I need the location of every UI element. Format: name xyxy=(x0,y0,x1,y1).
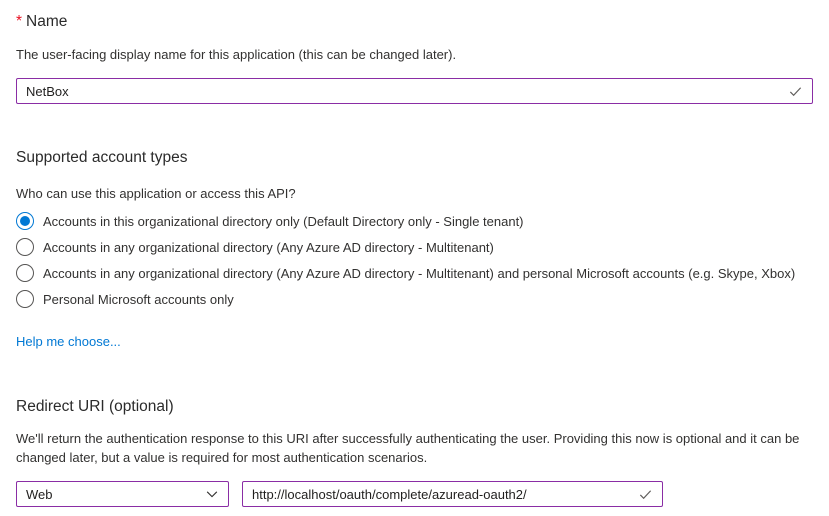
help-me-choose-link[interactable]: Help me choose... xyxy=(16,334,121,349)
name-section-title xyxy=(16,12,813,32)
radio-button-icon[interactable] xyxy=(16,212,34,230)
name-title-text: Name xyxy=(26,13,68,30)
account-types-radio-group xyxy=(16,208,813,312)
account-types-section xyxy=(16,148,813,349)
required-asterisk: * xyxy=(16,13,23,30)
radio-option-label: Accounts in any organizational directory (Any Azure AD directory - Multitenant) and personal Microsoft accounts (e.g. Skype, Xbox) xyxy=(43,265,796,281)
account-types-question: Who can use this application or access this API? xyxy=(16,186,296,201)
radio-button-icon[interactable] xyxy=(16,264,34,282)
radio-option-label: Personal Microsoft accounts only xyxy=(43,291,234,307)
radio-option-label: Accounts in this organizational directory only (Default Directory only - Single tenant) xyxy=(43,213,524,229)
chevron-down-icon xyxy=(205,487,219,501)
check-icon xyxy=(638,487,653,502)
platform-select-value: Web xyxy=(26,486,53,502)
radio-button-icon[interactable] xyxy=(16,238,34,256)
radio-option-multitenant[interactable] xyxy=(16,234,813,260)
radio-option-single-tenant[interactable] xyxy=(16,208,813,234)
radio-option-label: Accounts in any organizational directory (Any Azure AD directory - Multitenant) xyxy=(43,239,494,255)
redirect-uri-controls xyxy=(16,481,813,507)
radio-option-personal-only[interactable] xyxy=(16,286,813,312)
account-types-title: Supported account types xyxy=(16,149,188,166)
name-section xyxy=(16,12,813,104)
check-icon xyxy=(788,84,803,99)
redirect-uri-description: We'll return the authentication response to this URI after successfully authenticating the user. Providing this now is optional and it can be changed later, but a value is required for most authentication scenarios. xyxy=(16,431,800,465)
redirect-uri-title: Redirect URI (optional) xyxy=(16,398,174,415)
name-description: The user-facing display name for this application (this can be changed later). xyxy=(16,47,457,62)
radio-option-multitenant-personal[interactable] xyxy=(16,260,813,286)
platform-select-dropdown[interactable] xyxy=(16,481,229,507)
redirect-uri-input-container xyxy=(242,481,663,507)
name-input[interactable] xyxy=(26,79,780,103)
name-input-container xyxy=(16,78,813,104)
redirect-uri-input[interactable] xyxy=(252,482,630,506)
redirect-uri-section xyxy=(16,397,813,507)
radio-button-icon[interactable] xyxy=(16,290,34,308)
